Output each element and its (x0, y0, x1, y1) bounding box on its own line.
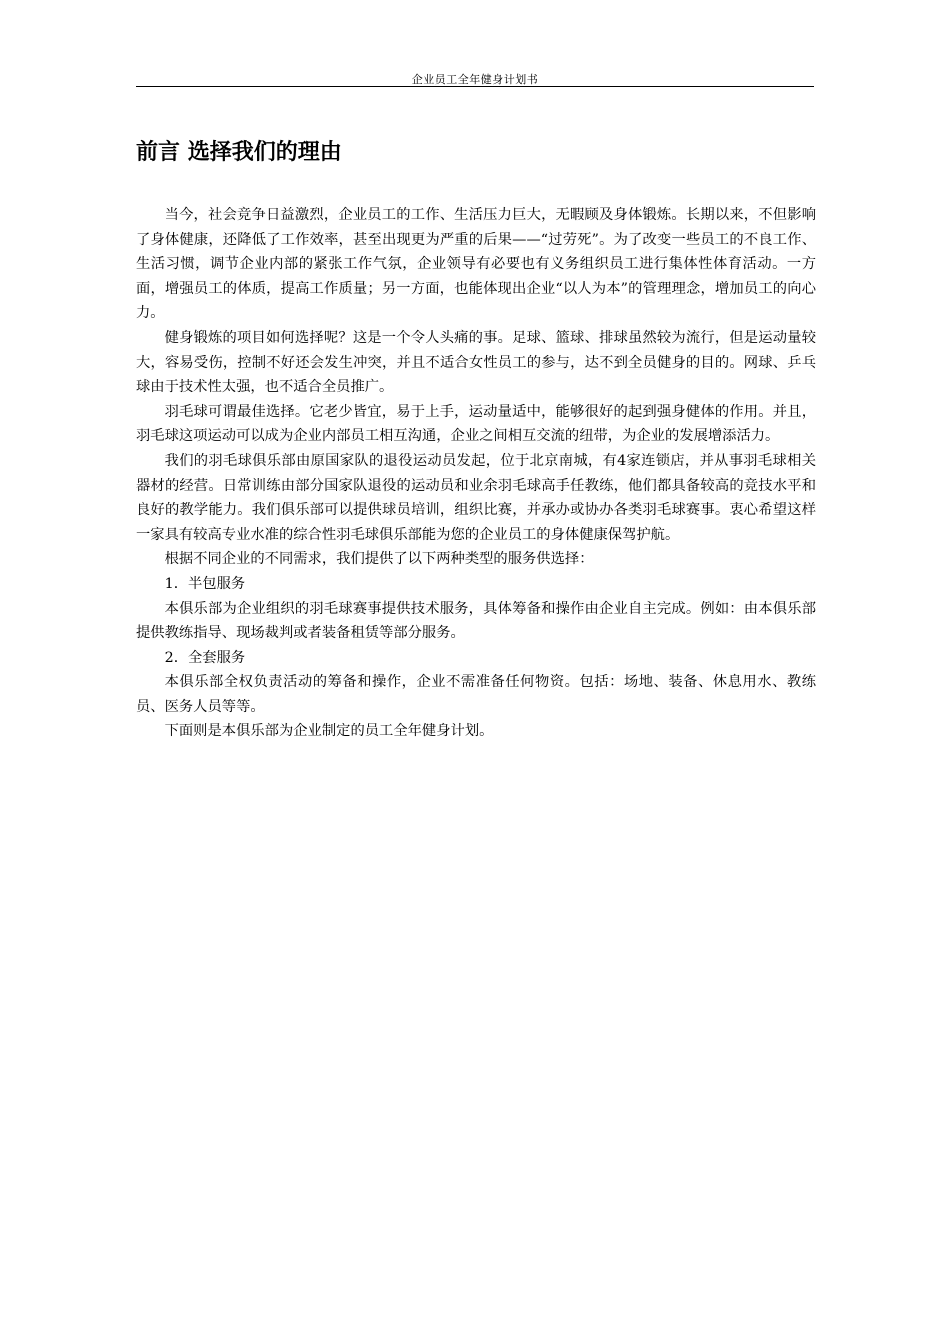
paragraph: 羽毛球可谓最佳选择。它老少皆宜，易于上手，运动量适中，能够很好的起到强身健体的作用。并且，羽毛球这项运动可以成为企业内部员工相互沟通，企业之间相互交流的纽带，为企业的发展增添活力。 (136, 403, 816, 445)
heading-label: 前言 (136, 140, 181, 165)
paragraph: 下面则是本俱乐部为企业制定的员工全年健身计划。 (164, 723, 494, 740)
paragraph: 本俱乐部全权负责活动的筹备和操作，企业不需准备任何物资。包括：场地、装备、休息用水、教练员、医务人员等等。 (136, 674, 816, 715)
list-item-heading: 2．全套服务 (164, 649, 246, 666)
paragraph: 本俱乐部为企业组织的羽毛球赛事提供技术服务，具体筹备和操作由企业自主完成。例如：由本俱乐部提供教练指导、现场裁判或者装备租赁等部分服务。 (136, 600, 816, 642)
section-heading (136, 138, 342, 168)
heading-title: 选择我们的理由 (187, 140, 342, 165)
paragraph: 根据不同企业的不同需求，我们提供了以下两种类型的服务供选择： (164, 551, 594, 568)
paragraph: 健身锻炼的项目如何选择呢？这是一个令人头痛的事。足球、篮球、排球虽然较为流行，但是运动量较大，容易受伤，控制不好还会发生冲突，并且不适合女性员工的参与，达不到全员健身的目的。网球、乒乓球由于技术性太强，也不适合全员推广。 (136, 329, 816, 396)
page-header (136, 68, 814, 87)
header-title: 企业员工全年健身计划书 (411, 73, 539, 86)
paragraph: 我们的羽毛球俱乐部由原国家队的退役运动员发起，位于北京南城，有4家连锁店，并从事羽毛球相关器材的经营。日常训练由部分国家队退役的运动员和业余羽毛球高手任教练，他们都具备较高的竞技水平和良好的教学能力。我们俱乐部可以提供球员培训，组织比赛，并承办或协办各类羽毛球赛事。衷心希望这样一家具有较高专业水准的综合性羽毛球俱乐部能为您的企业员工的身体健康保驾护航。 (136, 452, 816, 543)
paragraph: 当今，社会竞争日益激烈，企业员工的工作、生活压力巨大，无暇顾及身体锻炼。长期以来，不但影响了身体健康，还降低了工作效率，甚至出现更为严重的后果——“过劳死”。为了改变一些员工的不良工作、生活习惯，调节企业内部的紧张工作气氛，企业领导有必要也有义务组织员工进行集体性体育活动。一方面，增强员工的体质，提高工作质量；另一方面，也能体现出企业“以人为本”的管理理念，增加员工的向心力。 (136, 207, 816, 322)
list-item-heading: 1．半包服务 (164, 575, 246, 592)
body-text (136, 203, 816, 744)
